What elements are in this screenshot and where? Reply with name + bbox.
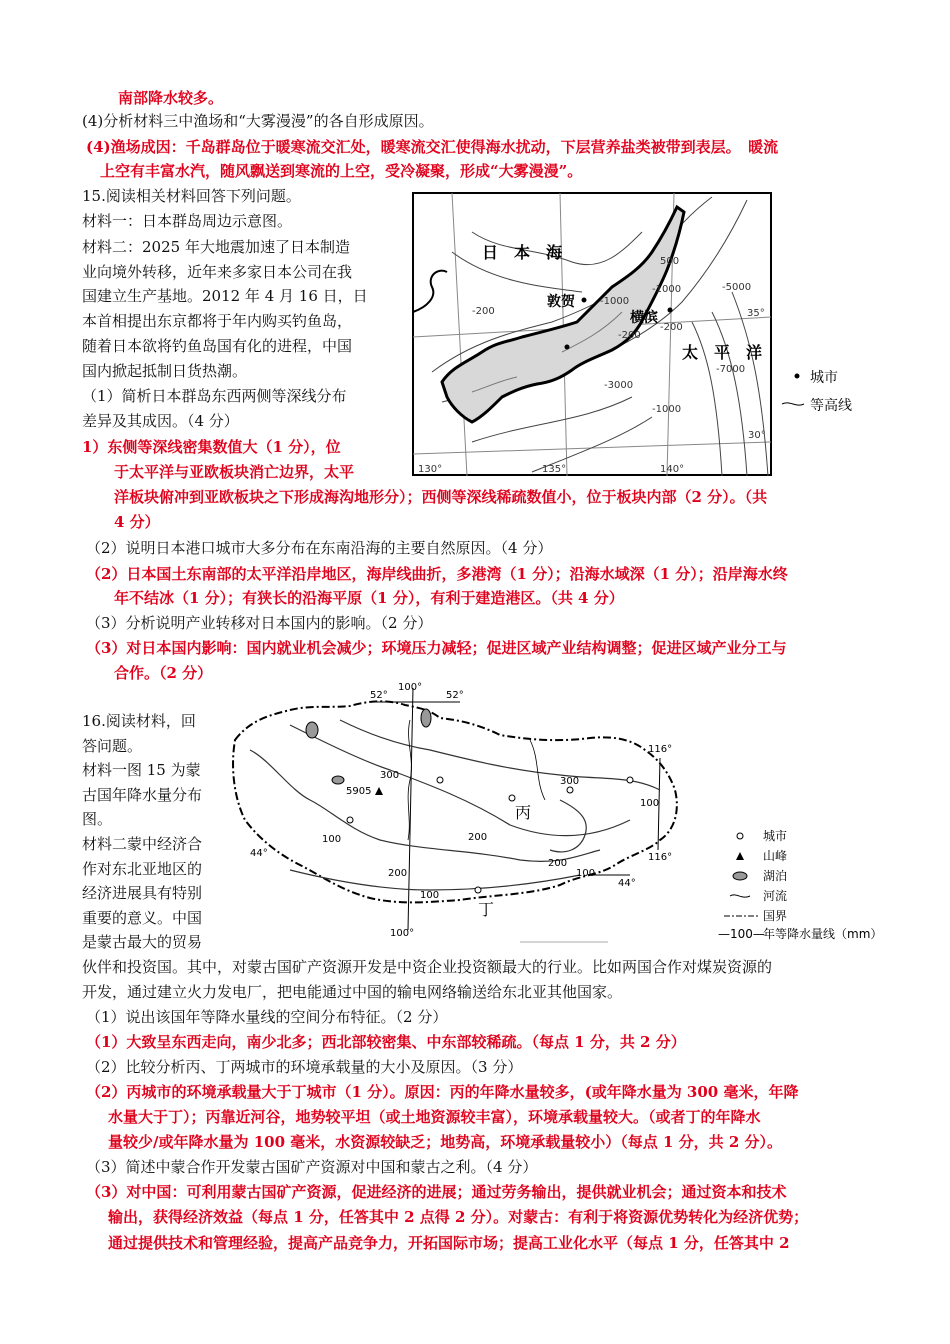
answer-line: （3）对中国：可利用蒙古国矿产资源，促进经济的进展；通过劳务输出，提供就业机会；通过资本和技术: [86, 1183, 787, 1201]
lon-label: 100°: [390, 928, 415, 939]
peak-label: 5905: [346, 786, 372, 797]
legend-label: 年等降水量线（mm）: [763, 927, 883, 941]
depth-label: -1000: [600, 296, 630, 307]
material-line: 答问题。: [82, 737, 143, 755]
depth-label: -200: [660, 322, 683, 333]
isohyet-label: 200: [468, 832, 488, 843]
answer-line: （2）日本国土东南部的太平洋沿岸地区，海岸线曲折，多港湾（1 分）；沿海水域深（1 分）；沿岸海水终: [86, 565, 788, 583]
answer-line: 合作。（2 分）: [114, 664, 213, 682]
isohyet-label: 300: [560, 776, 580, 787]
question-line: （2）比较分析丙、丁两城市的环境承载量的大小及原因。（3 分）: [86, 1058, 523, 1076]
depth-label: -7000: [716, 364, 746, 375]
lake-icon: [332, 776, 344, 784]
contour-legend-icon: [782, 403, 804, 405]
isohyet-label: 200: [388, 868, 408, 879]
mongolia-precipitation-map: [230, 680, 700, 945]
lat-label: 35°: [747, 308, 765, 319]
depth-label: -1000: [652, 404, 682, 415]
city-dot: [582, 298, 587, 303]
lon-label: 100°: [398, 682, 423, 693]
city-dot: [627, 777, 633, 783]
depth-label: -200: [618, 330, 641, 341]
legend-city-label: 城市: [810, 370, 838, 386]
answer-line: 年不结冰（1 分）；有狭长的沿海平原（1 分），有利于建造港区。（共 4 分）: [114, 589, 624, 607]
depth-label: -5000: [722, 282, 752, 293]
isohyet-label: 100: [420, 890, 440, 901]
question-line: 差异及其成因。（4 分）: [82, 412, 239, 430]
lake-legend-icon: [733, 872, 747, 880]
lon-label: 140°: [660, 464, 685, 475]
river-legend-icon: [730, 895, 750, 897]
material-line: 古国年降水量分布: [82, 786, 203, 804]
answer-line: 南部降水较多。: [118, 89, 224, 107]
material-line: 国内掀起抵制日货热潮。: [82, 362, 248, 380]
question-line: （1）说出该国年等降水量线的空间分布特征。（2 分）: [86, 1008, 448, 1026]
material-line: 伙伴和投资国。其中，对蒙古国矿产资源开发是中资企业投资额最大的行业。比如两国合作对煤炭资源的: [82, 958, 773, 976]
city-dot: [668, 308, 673, 313]
city-label: 敦贺: [547, 294, 575, 310]
lake-icon: [421, 709, 431, 727]
material-line: 是蒙古最大的贸易: [82, 933, 203, 951]
material-line: 开发，通过建立火力发电厂，把电能通过中国的输电网络输送给东北亚其他国家。: [82, 983, 623, 1001]
legend-sample: —100—: [718, 927, 765, 941]
material-line: 材料一图 15 为蒙: [82, 761, 201, 779]
lon-label: 116°: [648, 744, 673, 755]
answer-line: (4)渔场成因：千岛群岛位于暖寒流交汇处，暖寒流交汇使得海水扰动，下层营养盐类被带到表层。 暖流: [86, 138, 779, 156]
question-title: 15.阅读相关材料回答下列问题。: [82, 187, 301, 205]
depth-label: -1000: [652, 284, 682, 295]
legend-contour-label: 等高线: [810, 398, 852, 414]
material-line: 材料一：日本群岛周边示意图。: [82, 212, 293, 230]
lat-label: 30°: [748, 430, 766, 441]
legend-label: 湖泊: [763, 869, 788, 883]
answer-line: 量较少/或年降水量为 100 毫米，水资源较缺乏；地势高，环境承载量较小）（每点 1 分，共 2 分）。: [108, 1133, 783, 1151]
depth-label: -3000: [604, 380, 634, 391]
lat-label: 44°: [618, 878, 636, 889]
isohyet-label: 100: [640, 798, 660, 809]
material-line: 业向境外转移，近年来多家日本公司在我: [82, 263, 353, 281]
lat-label: 52°: [370, 690, 388, 701]
lon-label: 130°: [418, 464, 443, 475]
material-line: 随着日本欲将钓鱼岛国有化的进程，中国: [82, 337, 353, 355]
legend-label: 河流: [763, 889, 788, 903]
answer-line: 水量大于丁）；丙靠近河谷，地势较平坦（或土地资源较丰富），环境承载量较大。（或者丁的年降水: [108, 1108, 761, 1126]
material-line: 图。: [82, 810, 113, 828]
question-line: （3）简述中蒙合作开发蒙古国矿产资源对中国和蒙古之利。（4 分）: [86, 1158, 538, 1176]
legend-label: 国界: [763, 909, 788, 923]
answer-line: 1）东侧等深线密集数值大（1 分），位: [82, 438, 341, 456]
depth-label: -200: [472, 306, 495, 317]
material-line: 经济进展具有特别: [82, 884, 203, 902]
peak-legend-icon: [736, 852, 744, 860]
question-line: （2）说明日本港口城市大多分布在东南沿海的主要自然原因。（4 分）: [86, 539, 553, 557]
mongolia-map-legend: [718, 824, 888, 942]
city-dot: [567, 787, 573, 793]
city-dot: [565, 345, 570, 350]
lake-icon: [306, 722, 318, 738]
depth-label: 500: [660, 256, 680, 267]
city-legend-icon: [737, 833, 743, 839]
answer-line: （1）大致呈东西走向，南少北多；西北部较密集、中东部较稀疏。（每点 1 分，共 2 分）: [86, 1033, 686, 1051]
answer-line: 上空有丰富水汽，随风飘送到寒流的上空，受冷凝聚，形成“大雾漫漫”。: [100, 162, 583, 180]
material-line: 材料二蒙中经济合: [82, 835, 203, 853]
city-dot: [509, 795, 515, 801]
answer-line: 4 分）: [114, 513, 160, 531]
city-dot: [437, 777, 443, 783]
material-line: 重要的意义。中国: [82, 909, 203, 927]
legend-label: 山峰: [763, 849, 788, 863]
isohyet-label: 200: [548, 858, 568, 869]
legend-label: 城市: [763, 829, 788, 843]
answer-line: 于太平洋与亚欧板块消亡边界，太平: [114, 463, 355, 481]
answer-line: 通过提供技术和管理经验，提高产品竞争力，开拓国际市场；提高工业化水平（每点 1 分，任答其中 2: [108, 1234, 790, 1252]
japan-map: [412, 192, 872, 478]
city-label: 横滨: [630, 310, 658, 326]
lon-label: 135°: [542, 464, 567, 475]
city-dot: [347, 817, 353, 823]
lat-label: 52°: [446, 690, 464, 701]
city-label: 丁: [478, 900, 495, 919]
material-line: 作对东北亚地区的: [82, 860, 203, 878]
answer-line: 洋板块俯冲到亚欧板块之下形成海沟地形分）；西侧等深线稀疏数值小，位于板块内部（2 分）。（共: [114, 488, 768, 506]
question-title: 16.阅读材料，回: [82, 712, 196, 730]
isohyet-label: 300: [380, 770, 400, 781]
answer-line: （3）对日本国内影响：国内就业机会减少；环境压力减轻；促进区域产业结构调整；促进区域产业分工与: [86, 639, 787, 657]
city-legend-icon: [795, 374, 800, 379]
isohyet-label: 100: [576, 868, 596, 879]
question-line: （1）简析日本群岛东西两侧等深线分布: [82, 387, 347, 405]
sea-label: 太 平 洋: [682, 343, 763, 362]
material-line: 国建立生产基地。2012 年 4 月 16 日，日: [82, 287, 368, 305]
question-line: (4)分析材料三中渔场和“大雾漫漫”的各自形成原因。: [82, 112, 434, 130]
answer-line: （2）丙城市的环境承载量大于丁城市（1 分）。原因：丙的年降水量较多，(或年降水量为 300 毫米，年降: [86, 1083, 799, 1101]
material-line: 材料二：2025 年大地震加速了日本制造: [82, 238, 350, 256]
material-line: 本首相提出东京都将于年内购买钓鱼岛，: [82, 312, 353, 330]
answer-line: 输出，获得经济效益（每点 1 分，任答其中 2 点得 2 分）。对蒙古：有利于将资源优势转化为经济优势；: [108, 1208, 809, 1226]
city-label: 丙: [515, 803, 532, 822]
lon-label: 116°: [648, 852, 673, 863]
lat-label: 44°: [250, 848, 268, 859]
city-dot: [475, 887, 481, 893]
isohyet-label: 100: [322, 834, 342, 845]
sea-label: 日 本 海: [482, 243, 563, 262]
question-line: （3）分析说明产业转移对日本国内的影响。（2 分）: [86, 614, 433, 632]
